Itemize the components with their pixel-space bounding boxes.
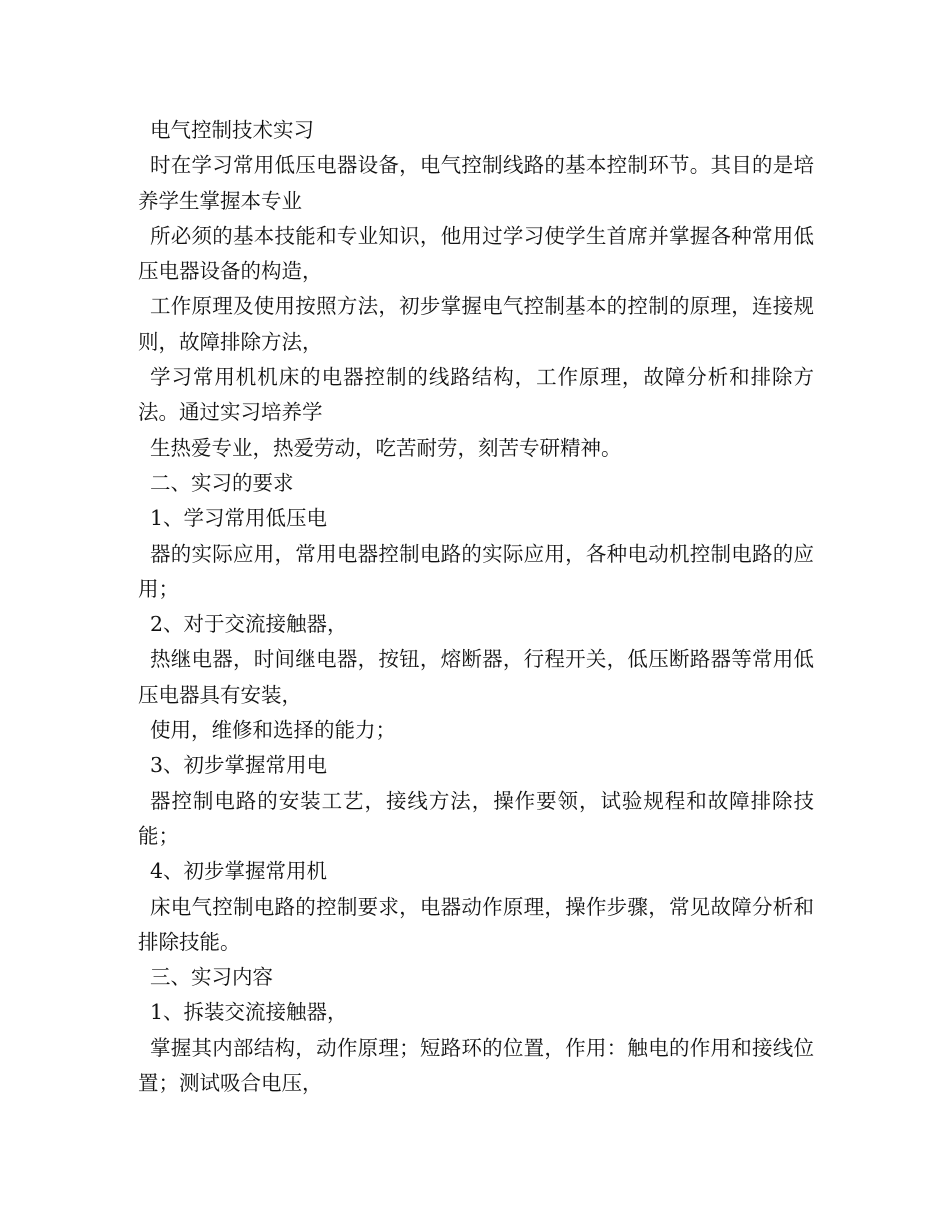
paragraph-1: 时在学习常用低压电器设备，电气控制线路的基本控制环节。其目的是培养学生掌握本专业 [138, 153, 814, 213]
section-heading-requirements: 二、实习的要求 [150, 470, 294, 495]
paragraph-5: 生热爱专业，热爱劳动，吃苦耐劳，刻苦专研精神。 [150, 435, 622, 460]
section-heading-content: 三、实习内容 [150, 965, 273, 990]
paragraph-12: 3、初步掌握常用电 [150, 753, 328, 778]
paragraph-11: 使用，维修和选择的能力； [150, 718, 396, 743]
paragraph-9: 2、对于交流接触器， [150, 612, 348, 637]
paragraph-17: 1、拆装交流接触器， [150, 1000, 348, 1025]
paragraph-4: 学习常用机机床的电器控制的线路结构，工作原理，故障分析和排除方法。通过实习培养学 [138, 365, 814, 425]
paragraph-7: 1、学习常用低压电 [150, 506, 328, 531]
paragraph-8: 器的实际应用，常用电器控制电路的实际应用，各种电动机控制电路的应用； [138, 541, 814, 601]
paragraph-15: 床电气控制电路的控制要求，电器动作原理，操作步骤，常见故障分析和排除技能。 [138, 894, 814, 954]
document-body [138, 113, 814, 1101]
paragraph-14: 4、初步掌握常用机 [150, 859, 328, 884]
paragraph-18: 掌握其内部结构，动作原理；短路环的位置，作用：触电的作用和接线位置；测试吸合电压， [138, 1035, 814, 1096]
paragraph-3: 工作原理及使用按照方法，初步掌握电气控制基本的控制的原理，连接规则，故障排除方法， [138, 294, 814, 354]
paragraph-2: 所必须的基本技能和专业知识，他用过学习使学生首席并掌握各种常用低压电器设备的构造， [138, 223, 814, 284]
paragraph-10: 热继电器，时间继电器，按钮，熔断器，行程开关，低压断路器等常用低压电器具有安装， [138, 647, 814, 707]
document-title: 电气控制技术实习 [150, 118, 314, 142]
paragraph-13: 器控制电路的安装工艺，接线方法，操作要领，试验规程和故障排除技能； [138, 788, 814, 848]
